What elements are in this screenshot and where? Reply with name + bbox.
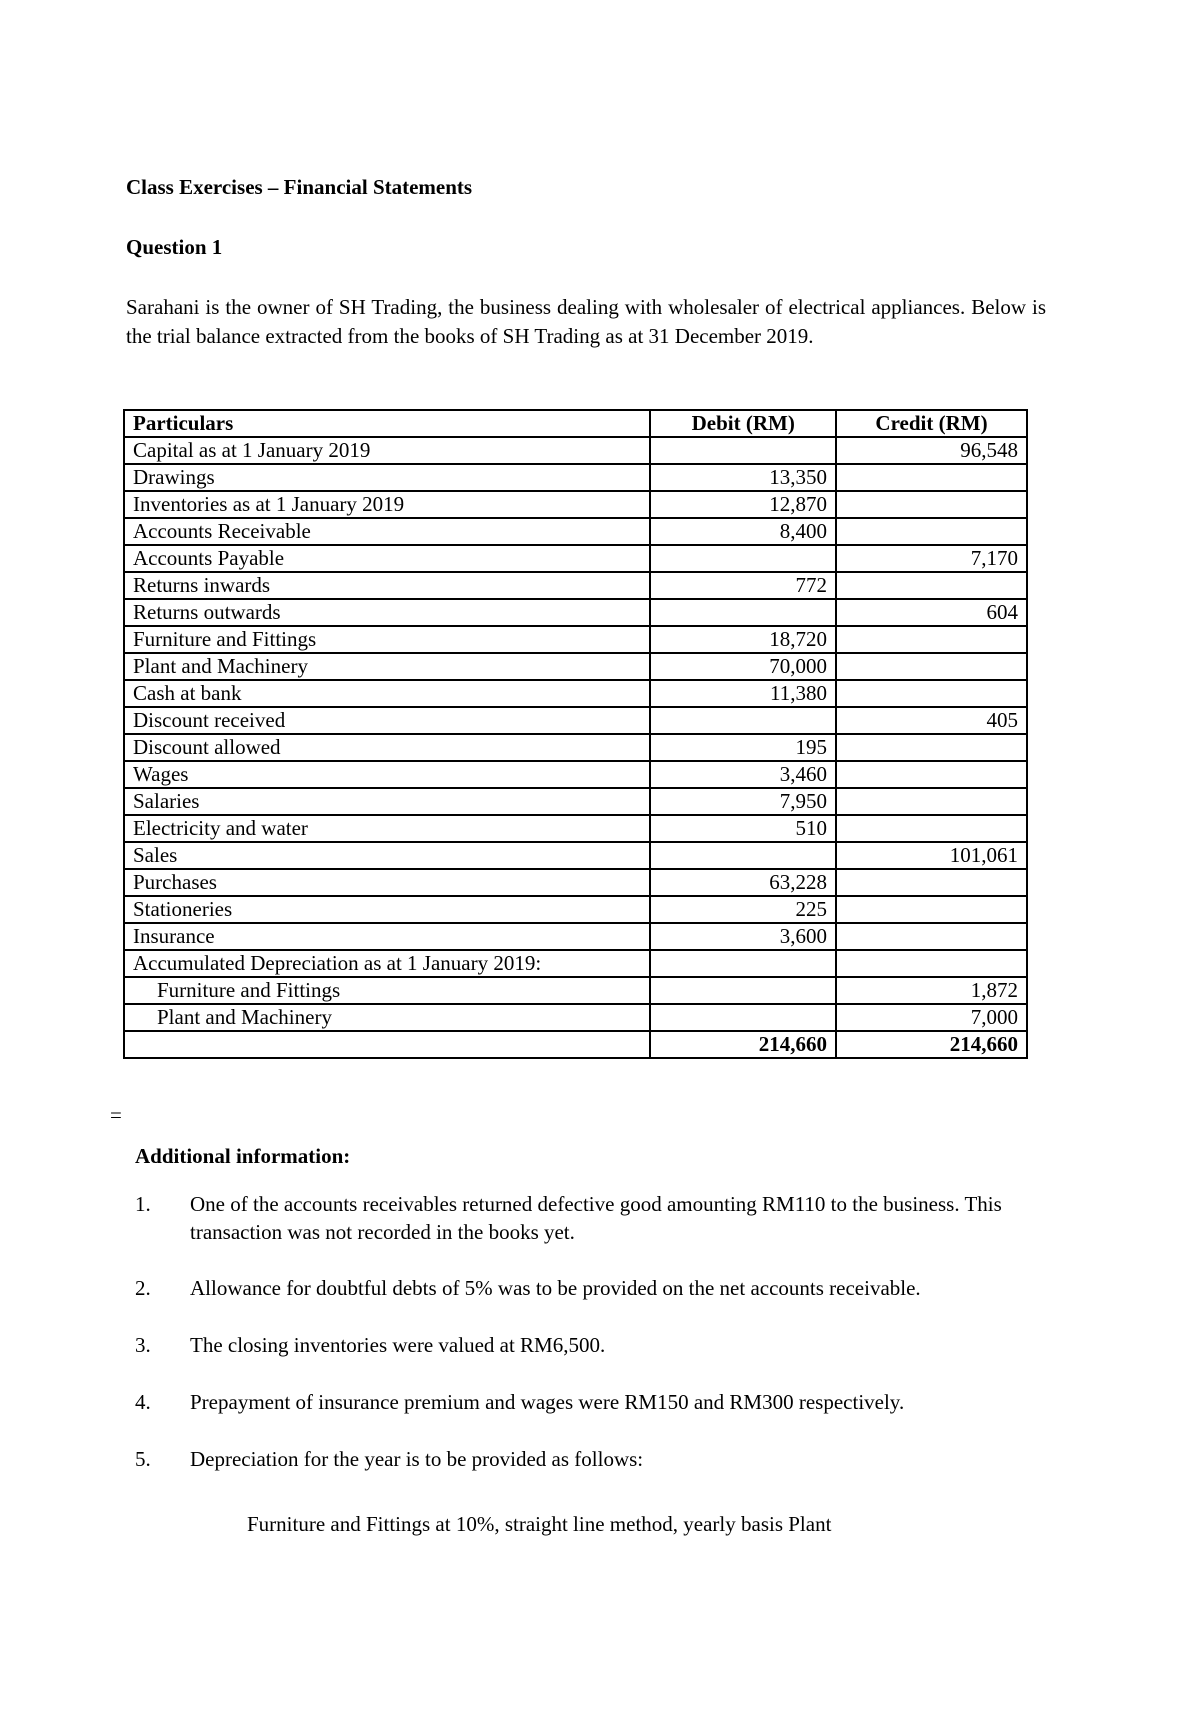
table-total-row (124, 1031, 1027, 1058)
row-debit: 11,380 (650, 680, 836, 707)
row-debit: 225 (650, 896, 836, 923)
table-row (124, 437, 1027, 464)
list-item-text: Allowance for doubtful debts of 5% was to be provided on the net accounts receivable. (190, 1276, 921, 1300)
row-particulars: Purchases (124, 869, 650, 896)
table-row (124, 572, 1027, 599)
row-debit (650, 977, 836, 1004)
row-debit: 63,228 (650, 869, 836, 896)
row-credit (836, 869, 1027, 896)
row-debit: 18,720 (650, 626, 836, 653)
total-debit: 214,660 (650, 1031, 836, 1058)
row-credit (836, 734, 1027, 761)
row-particulars: Accounts Payable (124, 545, 650, 572)
row-credit: 101,061 (836, 842, 1027, 869)
row-particulars: Discount received (124, 707, 650, 734)
row-particulars: Plant and Machinery (124, 1004, 650, 1031)
table-row (124, 788, 1027, 815)
row-particulars: Accounts Receivable (124, 518, 650, 545)
row-debit (650, 707, 836, 734)
list-item-text: Depreciation for the year is to be provided as follows: (190, 1447, 644, 1471)
intro-paragraph: Sarahani is the owner of SH Trading, the business dealing with wholesaler of electrical appliances. Below is the trial balance extracted from the books of SH Trading as at 31 December 2019. (126, 295, 1046, 348)
header-debit: Debit (RM) (650, 410, 836, 437)
total-credit: 214,660 (836, 1031, 1027, 1058)
row-particulars: Cash at bank (124, 680, 650, 707)
table-row (124, 680, 1027, 707)
table-row (124, 815, 1027, 842)
document-title: Class Exercises – Financial Statements (126, 175, 473, 199)
row-particulars: Accumulated Depreciation as at 1 January 2019: (124, 950, 650, 977)
row-credit (836, 680, 1027, 707)
row-credit (836, 518, 1027, 545)
row-particulars: Returns outwards (124, 599, 650, 626)
row-credit (836, 950, 1027, 977)
row-credit: 96,548 (836, 437, 1027, 464)
row-credit: 405 (836, 707, 1027, 734)
list-item-text: The closing inventories were valued at RM6,500. (190, 1333, 606, 1357)
row-debit: 3,600 (650, 923, 836, 950)
header-credit: Credit (RM) (836, 410, 1027, 437)
list-item-number: 2. (135, 1276, 151, 1300)
list-item-number: 5. (135, 1447, 151, 1471)
table-row (124, 464, 1027, 491)
row-particulars: Returns inwards (124, 572, 650, 599)
row-credit: 7,000 (836, 1004, 1027, 1031)
additional-info-heading: Additional information: (135, 1144, 351, 1168)
row-debit (650, 842, 836, 869)
row-particulars: Insurance (124, 923, 650, 950)
table-row (124, 1004, 1027, 1031)
row-debit: 510 (650, 815, 836, 842)
table-header-row (124, 410, 1027, 437)
row-credit (836, 626, 1027, 653)
row-credit: 604 (836, 599, 1027, 626)
table-row (124, 707, 1027, 734)
table-row (124, 842, 1027, 869)
row-particulars: Furniture and Fittings (124, 626, 650, 653)
row-debit (650, 1004, 836, 1031)
row-particulars: Stationeries (124, 896, 650, 923)
row-credit (836, 923, 1027, 950)
row-debit: 3,460 (650, 761, 836, 788)
table-row (124, 977, 1027, 1004)
table-row (124, 923, 1027, 950)
table-row (124, 545, 1027, 572)
row-credit (836, 896, 1027, 923)
row-debit (650, 545, 836, 572)
total-particulars (124, 1031, 650, 1058)
table-row (124, 491, 1027, 518)
row-particulars: Salaries (124, 788, 650, 815)
table-row (124, 896, 1027, 923)
row-credit (836, 653, 1027, 680)
trial-balance-table (123, 409, 1028, 1059)
row-debit: 13,350 (650, 464, 836, 491)
row-particulars: Furniture and Fittings (124, 977, 650, 1004)
row-debit (650, 599, 836, 626)
table-row (124, 653, 1027, 680)
row-credit (836, 464, 1027, 491)
row-credit (836, 788, 1027, 815)
table-row (124, 599, 1027, 626)
row-credit (836, 491, 1027, 518)
table-row (124, 626, 1027, 653)
row-credit (836, 761, 1027, 788)
row-credit: 1,872 (836, 977, 1027, 1004)
row-credit: 7,170 (836, 545, 1027, 572)
list-item-number: 1. (135, 1192, 151, 1216)
depreciation-detail-line: Furniture and Fittings at 10%, straight line method, yearly basis Plant (247, 1512, 832, 1536)
row-credit (836, 815, 1027, 842)
table-row (124, 734, 1027, 761)
row-debit: 12,870 (650, 491, 836, 518)
row-debit (650, 437, 836, 464)
table-row (124, 761, 1027, 788)
row-particulars: Inventories as at 1 January 2019 (124, 491, 650, 518)
row-debit: 772 (650, 572, 836, 599)
row-particulars: Sales (124, 842, 650, 869)
row-debit: 7,950 (650, 788, 836, 815)
table-row (124, 950, 1027, 977)
header-particulars: Particulars (124, 410, 650, 437)
row-particulars: Discount allowed (124, 734, 650, 761)
table-row (124, 869, 1027, 896)
row-particulars: Electricity and water (124, 815, 650, 842)
list-item-text: One of the accounts receivables returned defective good amounting RM110 to the business. This transaction was not recorded in the books yet. (190, 1192, 1002, 1244)
question-heading: Question 1 (126, 235, 223, 259)
row-debit (650, 950, 836, 977)
row-debit: 70,000 (650, 653, 836, 680)
row-credit (836, 572, 1027, 599)
table-row (124, 518, 1027, 545)
row-debit: 195 (650, 734, 836, 761)
row-particulars: Plant and Machinery (124, 653, 650, 680)
stray-equals-mark: = (110, 1103, 122, 1127)
row-particulars: Wages (124, 761, 650, 788)
row-particulars: Drawings (124, 464, 650, 491)
list-item-text: Prepayment of insurance premium and wages were RM150 and RM300 respectively. (190, 1390, 905, 1414)
list-item-number: 4. (135, 1390, 151, 1414)
list-item-number: 3. (135, 1333, 151, 1357)
row-particulars: Capital as at 1 January 2019 (124, 437, 650, 464)
row-debit: 8,400 (650, 518, 836, 545)
